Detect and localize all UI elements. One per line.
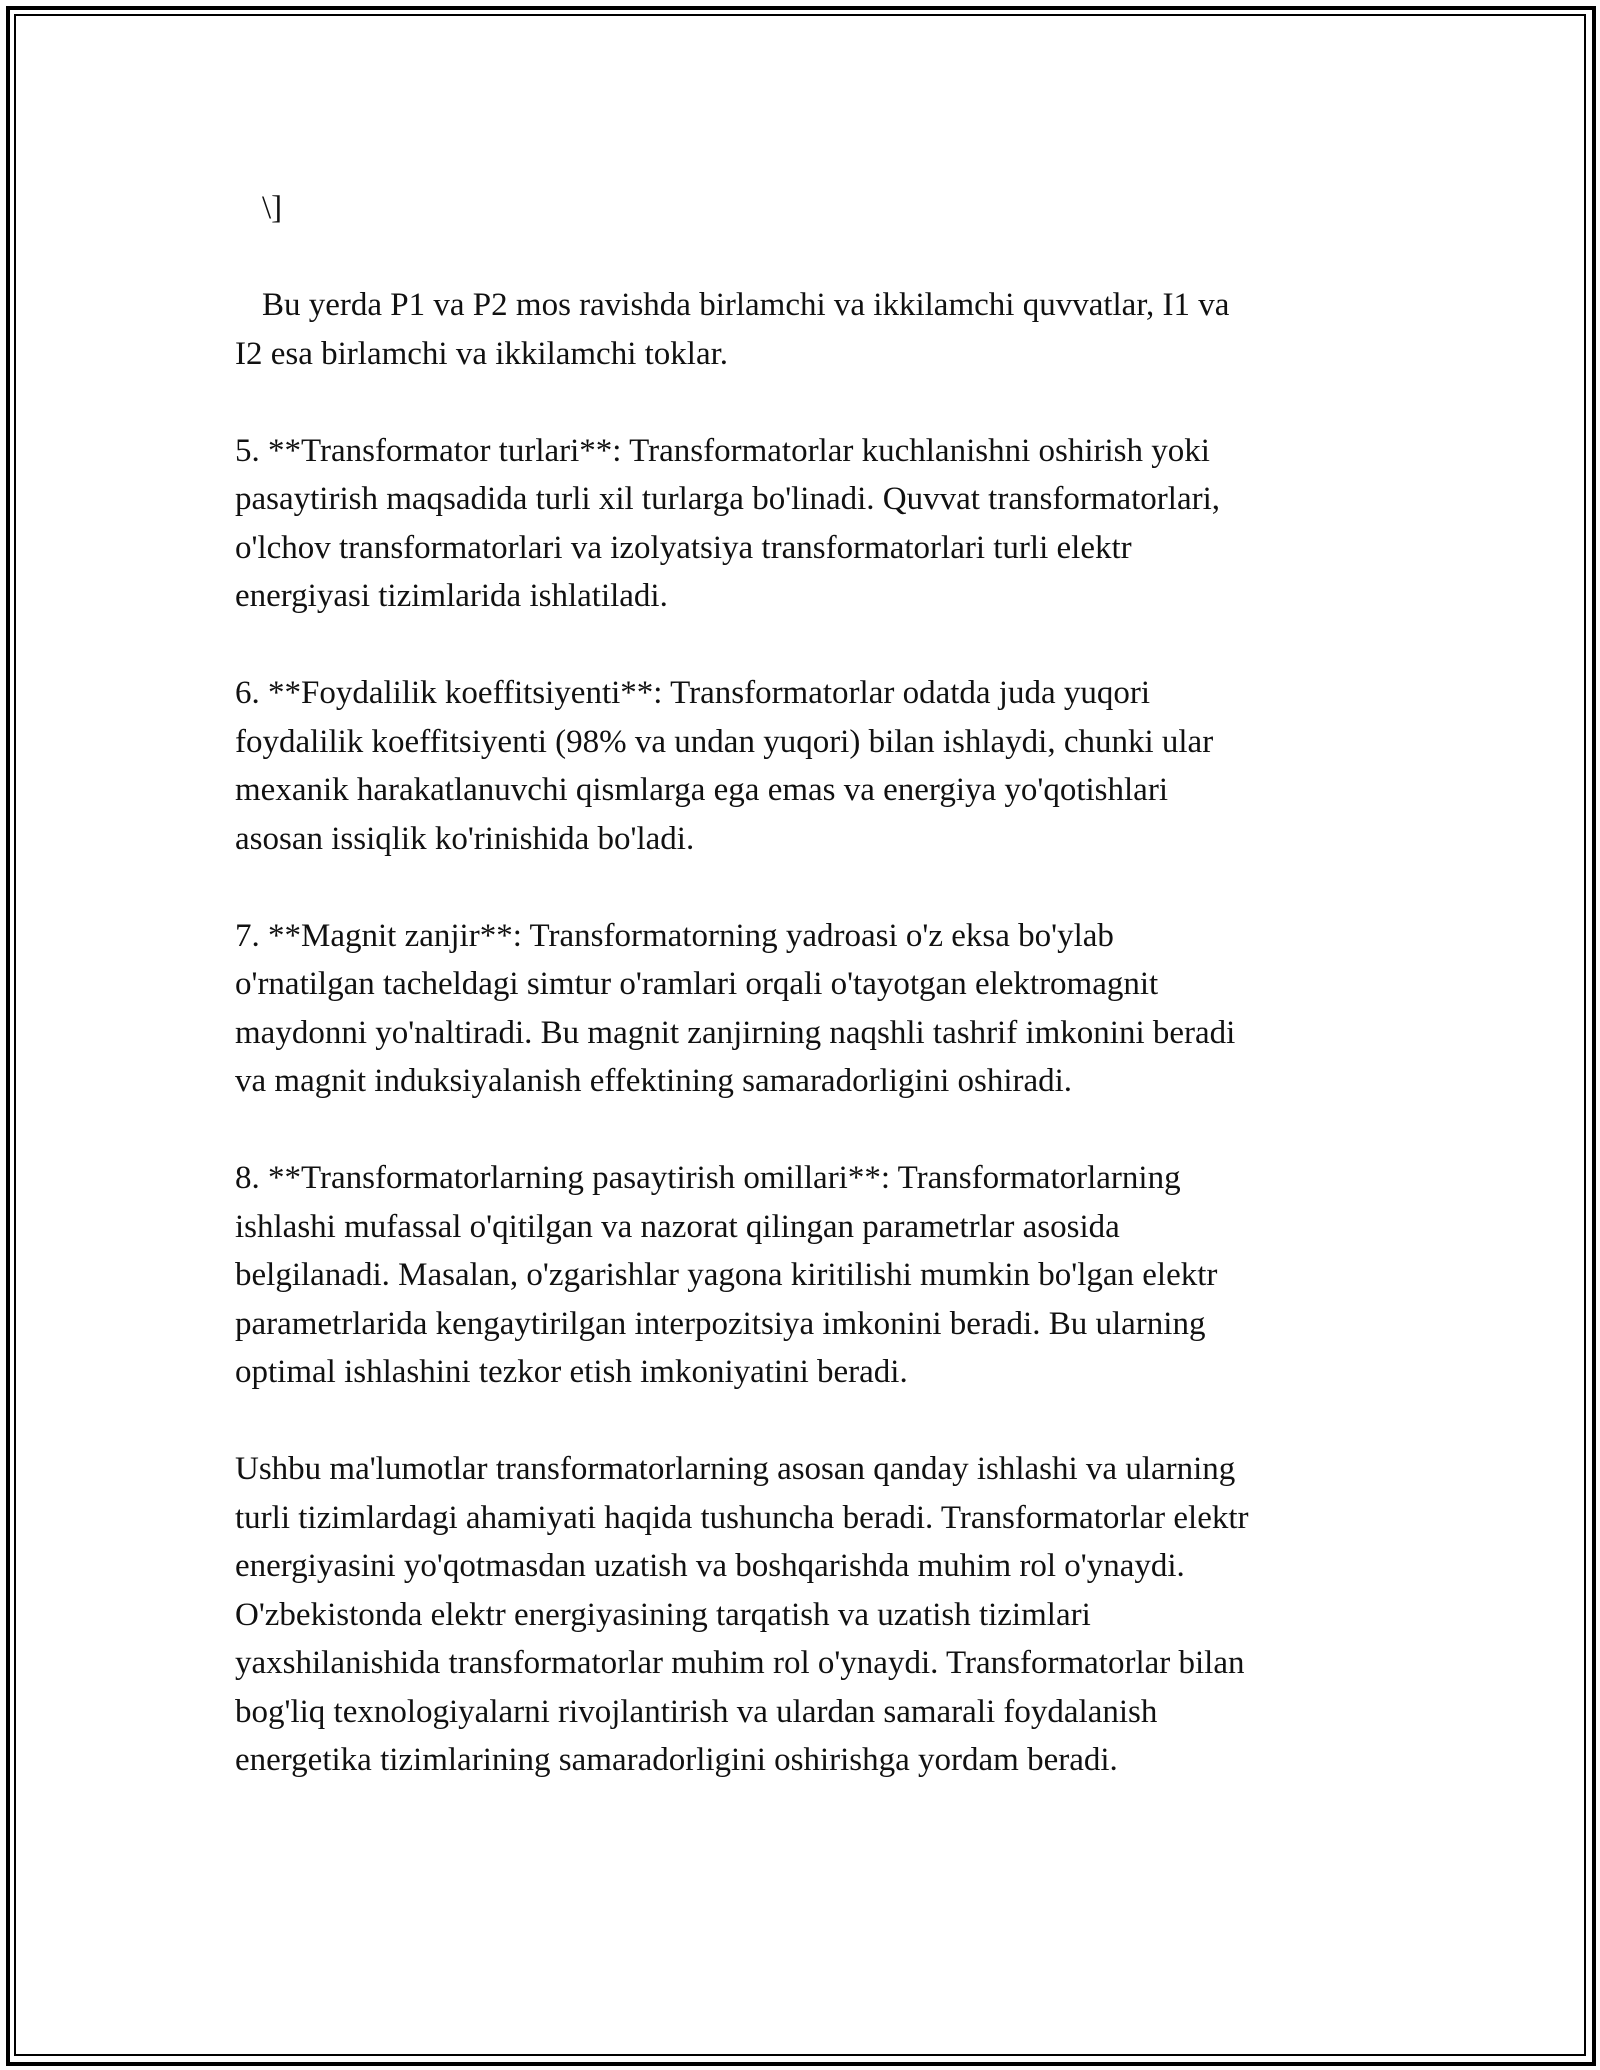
paragraph-line: energiyasini yo'qotmasdan uzatish va boshqarishda muhim rol o'ynaydi. xyxy=(235,1548,1185,1584)
document-body xyxy=(235,184,1375,1833)
paragraph-line: va magnit induksiyalanish effektining samaradorligini oshiradi. xyxy=(235,1063,1073,1099)
paragraph-line: 6. **Foydalilik koeffitsiyenti**: Transformatorlar odatda juda yuqori xyxy=(235,675,1151,711)
paragraph-line: energetika tizimlarining samaradorligini oshirishga yordam beradi. xyxy=(235,1742,1118,1778)
paragraph-conclusion xyxy=(235,1445,1375,1785)
fragment-text: \] xyxy=(262,190,283,226)
paragraph-line: maydonni yo'naltiradi. Bu magnit zanjirning naqshli tashrif imkonini beradi xyxy=(235,1014,1236,1051)
paragraph-line: parametrlarida kengaytirilgan interpozitsiya imkonini beradi. Bu ularning xyxy=(235,1305,1206,1342)
paragraph-line: 8. **Transformatorlarning pasaytirish omillari**: Transformatorlarning xyxy=(235,1160,1181,1196)
paragraph-line: ishlashi mufassal o'qitilgan va nazorat qilingan parametrlar asosida xyxy=(235,1208,1120,1245)
paragraph-line: bog'liq texnologiyalarni rivojlantirish va ulardan samarali foydalanish xyxy=(235,1693,1158,1730)
paragraph-line: o'rnatilgan tacheldagi simtur o'ramlari orqali o'tayotgan elektromagnit xyxy=(235,966,1159,1002)
paragraph-efficiency xyxy=(235,669,1375,863)
paragraph-line: turli tizimlardagi ahamiyati haqida tushuncha beradi. Transformatorlar elektr xyxy=(235,1499,1249,1536)
paragraph-line: Ushbu ma'lumotlar transformatorlarning asosan qanday ishlashi va ularning xyxy=(235,1451,1236,1487)
paragraph-line: o'lchov transformatorlari va izolyatsiya transformatorlari turli elektr xyxy=(235,529,1132,566)
paragraph-line: O'zbekistonda elektr energiyasining tarqatish va uzatish tizimlari xyxy=(235,1596,1091,1633)
paragraph-line: optimal ishlashini tezkor etish imkoniyatini beradi. xyxy=(235,1354,908,1390)
paragraph-line: 7. **Magnit zanjir**: Transformatorning yadroasi o'z eksa bo'ylab xyxy=(235,917,1114,954)
paragraph-line: energiyasi tizimlarida ishlatiladi. xyxy=(235,578,668,614)
paragraph-line: yaxshilanishida transformatorlar muhim rol o'ynaydi. Transformatorlar bilan xyxy=(235,1645,1245,1681)
paragraph-reduction-factors xyxy=(235,1154,1375,1397)
paragraph-line: belgilanadi. Masalan, o'zgarishlar yagona kiritilishi mumkin bo'lgan elektr xyxy=(235,1257,1218,1293)
paragraph-power-current xyxy=(235,281,1375,378)
paragraph-line: Bu yerda P1 va P2 mos ravishda birlamchi va ikkilamchi quvvatlar, I1 va xyxy=(262,287,1230,323)
paragraph-transformer-types xyxy=(235,427,1375,621)
paragraph-line: foydalilik koeffitsiyenti (98% va undan yuqori) bilan ishlaydi, chunki ular xyxy=(235,723,1214,760)
paragraph-line: I2 esa birlamchi va ikkilamchi toklar. xyxy=(235,335,729,372)
paragraph-line: 5. **Transformator turlari**: Transformatorlar kuchlanishni oshirish yoki xyxy=(235,432,1210,469)
paragraph-line: mexanik harakatlanuvchi qismlarga ega emas va energiya yo'qotishlari xyxy=(235,772,1168,808)
latex-fragment xyxy=(262,184,1375,233)
paragraph-line: asosan issiqlik ko'rinishida bo'ladi. xyxy=(235,820,695,857)
paragraph-magnetic-circuit xyxy=(235,912,1375,1106)
paragraph-line: pasaytirish maqsadida turli xil turlarga bo'linadi. Quvvat transformatorlari, xyxy=(235,481,1221,517)
